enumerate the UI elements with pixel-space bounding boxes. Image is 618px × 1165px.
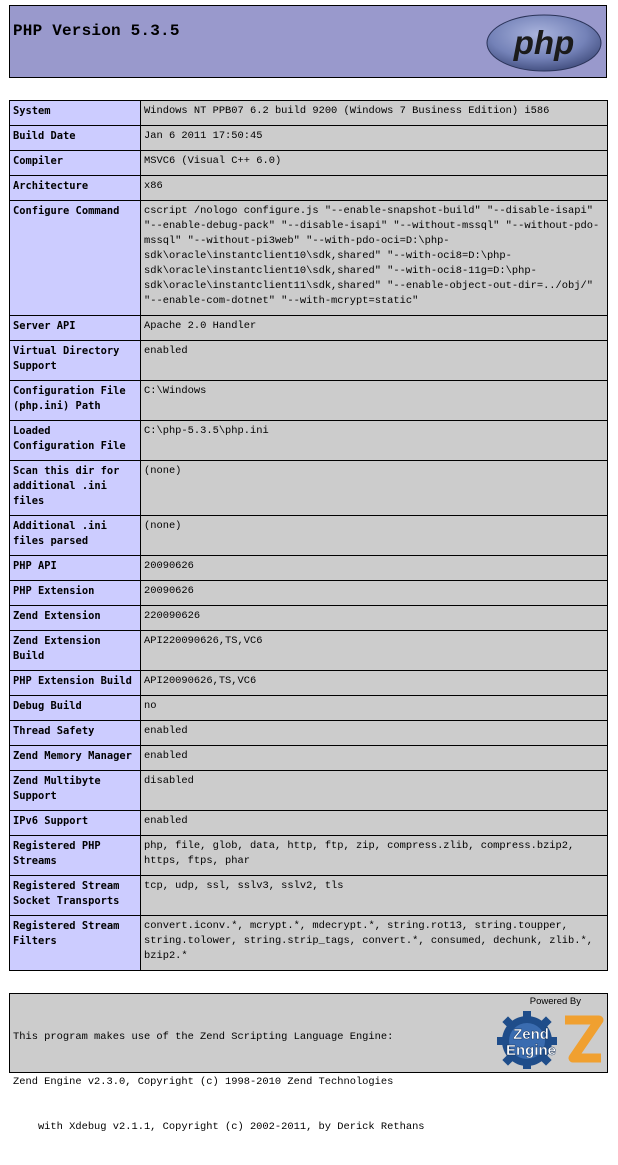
info-row-label: Registered Stream Filters [10, 916, 141, 971]
info-row-value: C:\php-5.3.5\php.ini [141, 421, 608, 461]
info-row [10, 126, 608, 151]
info-row-value: tcp, udp, ssl, sslv3, sslv2, tls [141, 876, 608, 916]
info-row [10, 381, 608, 421]
info-row-value: x86 [141, 176, 608, 201]
info-row [10, 176, 608, 201]
info-row-value: disabled [141, 771, 608, 811]
powered-by-label: Powered By [529, 996, 581, 1007]
info-row [10, 606, 608, 631]
info-row-label: Virtual Directory Support [10, 341, 141, 381]
info-row [10, 771, 608, 811]
zend-logo-word: Zend [513, 1026, 549, 1043]
info-row-label: Debug Build [10, 696, 141, 721]
php-logo-icon [485, 13, 603, 73]
info-row-label: Thread Safety [10, 721, 141, 746]
info-row [10, 316, 608, 341]
info-row-value: (none) [141, 516, 608, 556]
engine-logo-word: Engine [505, 1042, 557, 1059]
info-row [10, 811, 608, 836]
info-row-label: Configuration File (php.ini) Path [10, 381, 141, 421]
info-row-value: enabled [141, 811, 608, 836]
info-row-label: Build Date [10, 126, 141, 151]
zend-engine-logo-icon [487, 1008, 605, 1070]
engine-version-shape [565, 1020, 601, 1058]
info-row-label: PHP Extension [10, 581, 141, 606]
info-row [10, 151, 608, 176]
info-row-label: Loaded Configuration File [10, 421, 141, 461]
info-row-value: API20090626,TS,VC6 [141, 671, 608, 696]
zend-credit-line-3: with Xdebug v2.1.1, Copyright (c) 2002-2011, by Derick Rethans [13, 1121, 425, 1133]
info-row-value: enabled [141, 746, 608, 771]
zend-credit-line-2: Zend Engine v2.3.0, Copyright (c) 1998-2010 Zend Technologies [13, 1076, 394, 1088]
info-row [10, 201, 608, 316]
info-row-label: PHP API [10, 556, 141, 581]
info-row-value: Windows NT PPB07 6.2 build 9200 (Windows 7 Business Edition) i586 [141, 101, 608, 126]
info-row [10, 721, 608, 746]
info-row [10, 631, 608, 671]
php-info-table [9, 100, 608, 971]
info-row [10, 516, 608, 556]
info-row-value: enabled [141, 721, 608, 746]
php-logo-text: php [513, 24, 575, 61]
info-row-label: IPv6 Support [10, 811, 141, 836]
info-row-label: Zend Extension Build [10, 631, 141, 671]
info-row [10, 581, 608, 606]
info-row-value: convert.iconv.*, mcrypt.*, mdecrypt.*, string.rot13, string.toupper, string.tolower, string.strip_tags, convert.*, consumed, dechunk, zlib.*, bzip2.* [141, 916, 608, 971]
info-row [10, 461, 608, 516]
info-row-value: API220090626,TS,VC6 [141, 631, 608, 671]
zend-credit-line-1: This program makes use of the Zend Scripting Language Engine: [13, 1031, 394, 1043]
info-row-label: Configure Command [10, 201, 141, 316]
info-row-label: Registered PHP Streams [10, 836, 141, 876]
info-row [10, 876, 608, 916]
info-row-label: Zend Memory Manager [10, 746, 141, 771]
zend-credits [13, 1000, 425, 1165]
zend-engine-box [9, 993, 608, 1133]
info-row-value: no [141, 696, 608, 721]
info-row [10, 746, 608, 771]
info-row-label: Additional .ini files parsed [10, 516, 141, 556]
info-row-label: Scan this dir for additional .ini files [10, 461, 141, 516]
info-row [10, 671, 608, 696]
info-row-value: Jan 6 2011 17:50:45 [141, 126, 608, 151]
info-row [10, 341, 608, 381]
info-row [10, 836, 608, 876]
info-row-value: 220090626 [141, 606, 608, 631]
info-row-label: PHP Extension Build [10, 671, 141, 696]
info-row [10, 916, 608, 971]
info-row-value: 20090626 [141, 556, 608, 581]
info-row-value: Apache 2.0 Handler [141, 316, 608, 341]
info-row-value: C:\Windows [141, 381, 608, 421]
info-row [10, 556, 608, 581]
php-version-header [9, 5, 607, 78]
info-row-value: cscript /nologo configure.js "--enable-snapshot-build" "--disable-isapi" "--enable-debug-pack" "--disable-isapi" "--without-mssql" "--without-pdo-mssql" "--without-pi3web" "--with-pdo-oci=D:\php-sdk\oracle\instantclient10\sdk,shared" "--with-oci8=D:\php-sdk\oracle\instantclient10\sdk,shared" "--with-oci8-11g=D:\php-sdk\oracle\instantclient11\sdk,shared" "--enable-object-out-dir=../obj/" "--enable-com-dotnet" "--with-mcrypt=static" [141, 201, 608, 316]
info-row-value: enabled [141, 341, 608, 381]
info-row-value: MSVC6 (Visual C++ 6.0) [141, 151, 608, 176]
page-title: PHP Version 5.3.5 [13, 22, 180, 40]
info-row-label: Registered Stream Socket Transports [10, 876, 141, 916]
info-row-label: Zend Extension [10, 606, 141, 631]
info-row [10, 696, 608, 721]
info-row-value: 20090626 [141, 581, 608, 606]
info-row-value: php, file, glob, data, http, ftp, zip, compress.zlib, compress.bzip2, https, ftps, phar [141, 836, 608, 876]
info-row-label: System [10, 101, 141, 126]
info-row-label: Server API [10, 316, 141, 341]
info-row-label: Architecture [10, 176, 141, 201]
info-row-value: (none) [141, 461, 608, 516]
info-row-label: Compiler [10, 151, 141, 176]
info-table-body [10, 101, 608, 971]
zend-version-digit: 2 [584, 1064, 585, 1065]
info-row [10, 421, 608, 461]
info-row-label: Zend Multibyte Support [10, 771, 141, 811]
info-row [10, 101, 608, 126]
